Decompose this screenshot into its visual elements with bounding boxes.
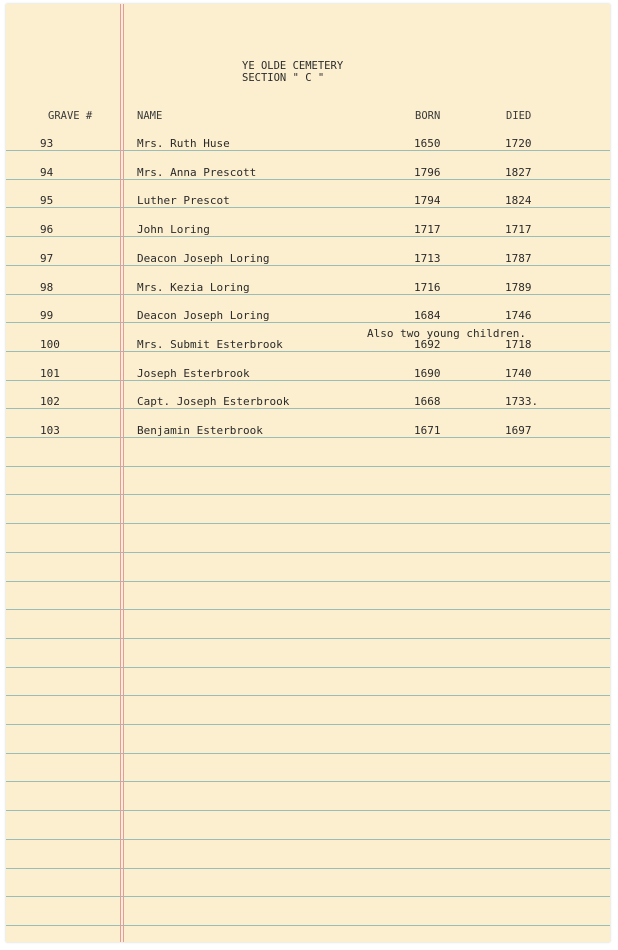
grave-cell: 97: [40, 252, 54, 265]
grave-cell: 93: [40, 137, 54, 150]
rule-line: [6, 494, 610, 495]
died-cell: 1827: [505, 166, 532, 179]
header-grave: GRAVE #: [48, 110, 93, 122]
name-cell: Capt. Joseph Esterbrook: [137, 395, 290, 408]
born-cell: 1671: [414, 424, 441, 437]
grave-cell: 101: [40, 367, 60, 380]
grave-cell: 99: [40, 309, 54, 322]
table-row: [6, 424, 610, 438]
died-cell: 1789: [505, 281, 532, 294]
rule-line: [6, 925, 610, 926]
document-title: [242, 60, 343, 84]
name-cell: Mrs. Anna Prescott: [137, 166, 257, 179]
title-line-1: YE OLDE CEMETERY: [242, 60, 344, 72]
name-cell: Mrs. Ruth Huse: [137, 137, 230, 150]
grave-cell: 100: [40, 338, 60, 351]
table-row: [6, 338, 610, 352]
grave-cell: 96: [40, 223, 54, 236]
rule-line: [6, 781, 610, 782]
born-cell: 1717: [414, 223, 441, 236]
name-cell: John Loring: [137, 223, 210, 236]
rule-line: [6, 896, 610, 897]
note-text: Also two young children.: [367, 327, 526, 340]
grave-cell: 95: [40, 194, 54, 207]
died-cell: 1718: [505, 338, 532, 351]
died-cell: 1697: [505, 424, 532, 437]
born-cell: 1668: [414, 395, 441, 408]
table-row: [6, 281, 610, 295]
table-row: [6, 223, 610, 237]
table-row: [6, 252, 610, 266]
died-cell: 1733.: [505, 395, 539, 408]
name-cell: Deacon Joseph Loring: [137, 252, 270, 265]
rule-line: [6, 724, 610, 725]
died-cell: 1717: [505, 223, 532, 236]
table-row: [6, 367, 610, 381]
died-cell: 1720: [505, 137, 532, 150]
header-name: NAME: [137, 110, 163, 122]
table-row: [6, 166, 610, 180]
name-cell: Deacon Joseph Loring: [137, 309, 270, 322]
name-cell: Mrs. Submit Esterbrook: [137, 338, 283, 351]
born-cell: 1713: [414, 252, 441, 265]
name-cell: Benjamin Esterbrook: [137, 424, 263, 437]
table-row: [6, 309, 610, 323]
grave-cell: 103: [40, 424, 60, 437]
born-cell: 1794: [414, 194, 441, 207]
rule-line: [6, 523, 610, 524]
rule-line: [6, 552, 610, 553]
died-cell: 1746: [505, 309, 532, 322]
name-cell: Luther Prescot: [137, 194, 230, 207]
grave-cell: 102: [40, 395, 60, 408]
title-line-2: SECTION " C ": [242, 72, 325, 84]
rule-line: [6, 839, 610, 840]
rule-line: [6, 695, 610, 696]
rule-line: [6, 581, 610, 582]
grave-cell: 98: [40, 281, 54, 294]
table-row: [6, 395, 610, 409]
name-cell: Mrs. Kezia Loring: [137, 281, 250, 294]
name-cell: Joseph Esterbrook: [137, 367, 250, 380]
born-cell: 1684: [414, 309, 441, 322]
born-cell: 1690: [414, 367, 441, 380]
rule-line: [6, 609, 610, 610]
died-cell: 1787: [505, 252, 532, 265]
rule-line: [6, 753, 610, 754]
born-cell: 1692: [414, 338, 441, 351]
born-cell: 1716: [414, 281, 441, 294]
died-cell: 1740: [505, 367, 532, 380]
rule-line: [6, 810, 610, 811]
rule-line: [6, 667, 610, 668]
born-cell: 1650: [414, 137, 441, 150]
rule-line: [6, 868, 610, 869]
rule-line: [6, 638, 610, 639]
header-died: DIED: [506, 110, 532, 122]
table-row: [6, 137, 610, 151]
table-row: [6, 194, 610, 208]
born-cell: 1796: [414, 166, 441, 179]
grave-cell: 94: [40, 166, 54, 179]
header-born: BORN: [415, 110, 441, 122]
died-cell: 1824: [505, 194, 532, 207]
ruled-paper-sheet: [6, 4, 610, 942]
rule-line: [6, 466, 610, 467]
